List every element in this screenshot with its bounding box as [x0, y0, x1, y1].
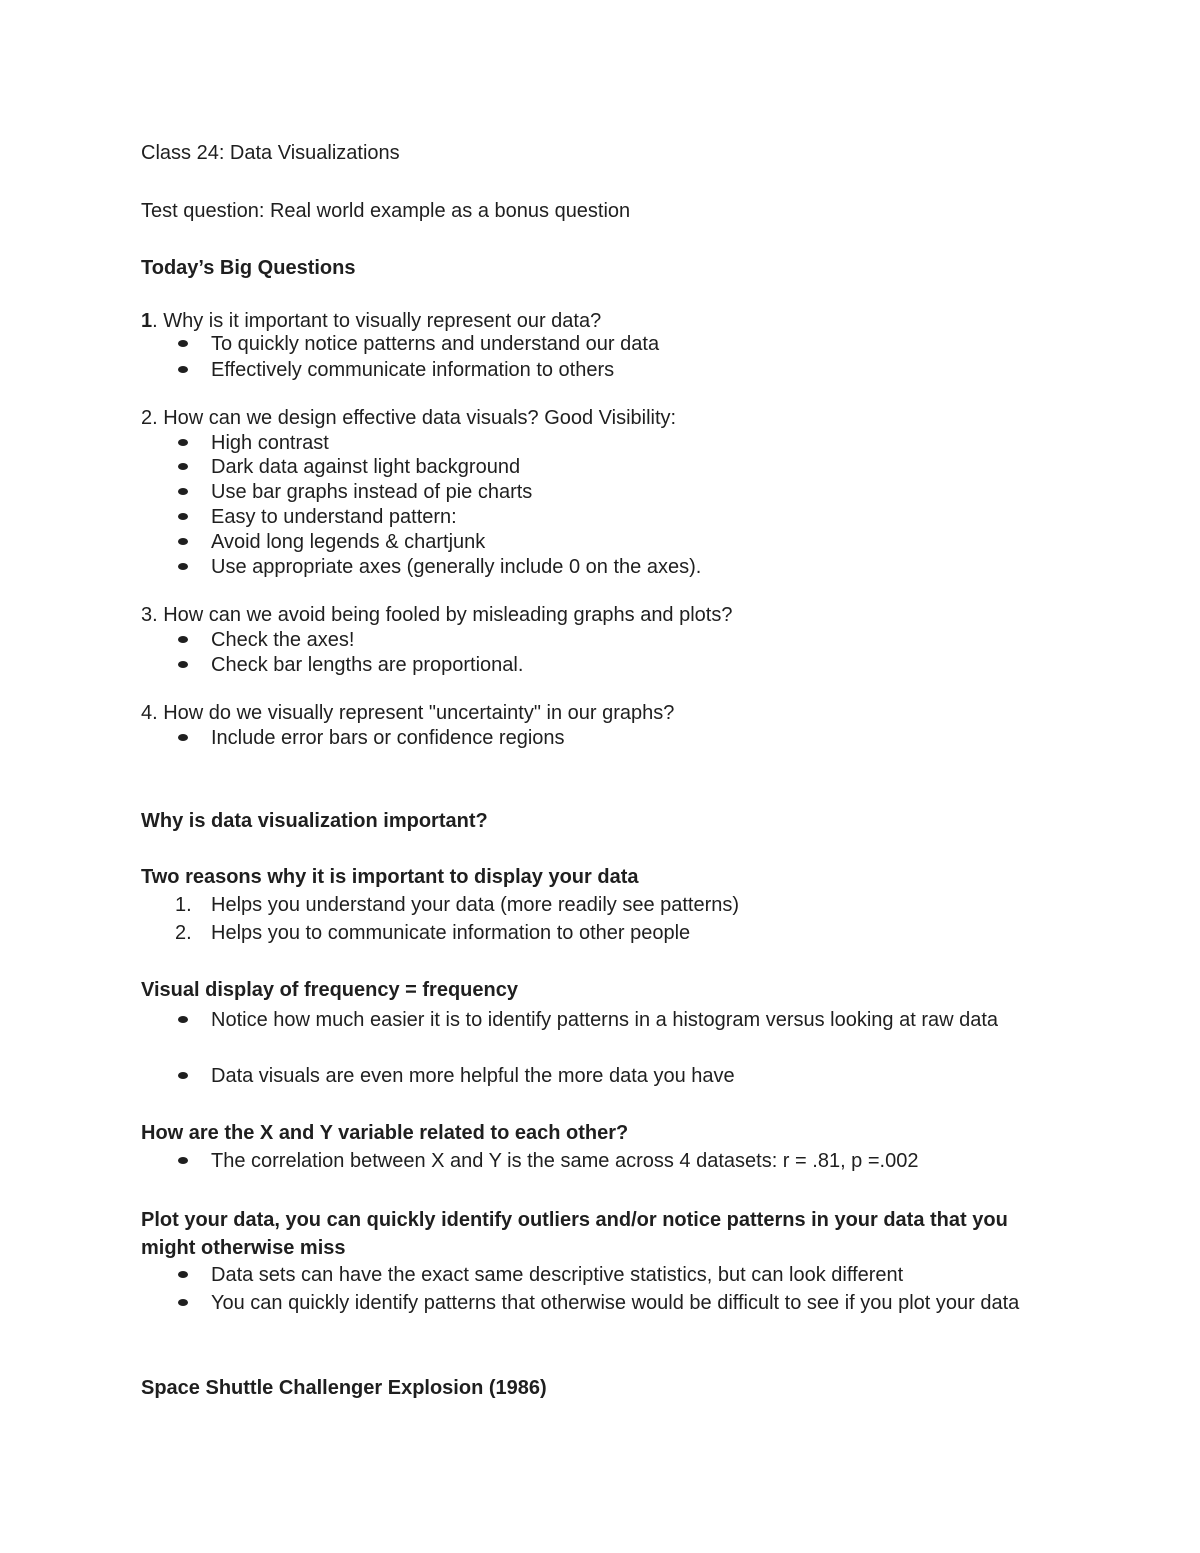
bullet-icon	[178, 661, 188, 668]
list-item: Dark data against light background	[211, 453, 1051, 481]
list-item: Check bar lengths are proportional.	[211, 651, 1051, 679]
bullet-icon	[178, 636, 188, 643]
document-title: Class 24: Data Visualizations	[141, 142, 400, 164]
question-4: 4. How do we visually represent "uncertainty" in our graphs?	[141, 702, 675, 724]
list-item: Include error bars or confidence regions	[211, 724, 1051, 752]
bullet-icon	[178, 1157, 188, 1164]
bullet-icon	[178, 488, 188, 495]
list-item: You can quickly identify patterns that otherwise would be difficult to see if you plot your data	[211, 1289, 1051, 1317]
bullet-icon	[178, 1072, 188, 1079]
list-item: 2. Helps you to communicate information to other people	[175, 922, 691, 944]
bullet-icon	[178, 439, 188, 446]
bullet-icon	[178, 366, 188, 373]
bullet-icon	[178, 1299, 188, 1306]
question-1-number: 1	[141, 310, 153, 332]
list-item: Check the axes!	[211, 626, 1051, 654]
test-question-note: Test question: Real world example as a bonus question	[141, 200, 631, 222]
bullet-icon	[178, 538, 188, 545]
question-1-text: . Why is it important to visually represent our data?	[152, 310, 602, 332]
list-item: The correlation between X and Y is the same across 4 datasets: r = .81, p =.002	[211, 1147, 1051, 1175]
list-item: Use bar graphs instead of pie charts	[211, 478, 1051, 506]
list-item: Effectively communicate information to others	[211, 356, 1051, 384]
list-item: Data sets can have the exact same descriptive statistics, but can look different	[211, 1261, 1051, 1289]
challenger-heading: Space Shuttle Challenger Explosion (1986)	[141, 1377, 547, 1399]
list-item: Use appropriate axes (generally include 0 on the axes).	[211, 553, 1051, 581]
bullet-icon	[178, 340, 188, 347]
list-item: Easy to understand pattern:	[211, 503, 1051, 531]
visual-display-heading: Visual display of frequency = frequency	[141, 979, 518, 1001]
xy-heading: How are the X and Y variable related to each other?	[141, 1122, 629, 1144]
two-reasons-heading: Two reasons why it is important to display your data	[141, 866, 639, 888]
bullet-icon	[178, 513, 188, 520]
list-item: Avoid long legends & chartjunk	[211, 528, 1051, 556]
question-2: 2. How can we design effective data visuals? Good Visibility:	[141, 407, 677, 429]
bullet-icon	[178, 1016, 188, 1023]
list-item: Data visuals are even more helpful the more data you have	[211, 1062, 1051, 1090]
list-item: High contrast	[211, 429, 1051, 457]
bullet-icon	[178, 463, 188, 470]
list-item: 1. Helps you understand your data (more readily see patterns)	[175, 894, 740, 916]
why-heading: Why is data visualization important?	[141, 810, 488, 832]
question-3: 3. How can we avoid being fooled by misleading graphs and plots?	[141, 604, 733, 626]
bullet-icon	[178, 734, 188, 741]
bullet-icon	[178, 1271, 188, 1278]
bullet-icon	[178, 563, 188, 570]
list-item: Notice how much easier it is to identify patterns in a histogram versus looking at raw data	[211, 1006, 1051, 1034]
list-item: To quickly notice patterns and understand our data	[211, 330, 1051, 358]
plot-data-heading: Plot your data, you can quickly identify outliers and/or notice patterns in your data that you might otherwise miss	[141, 1209, 1008, 1259]
big-questions-heading: Today’s Big Questions	[141, 257, 356, 279]
